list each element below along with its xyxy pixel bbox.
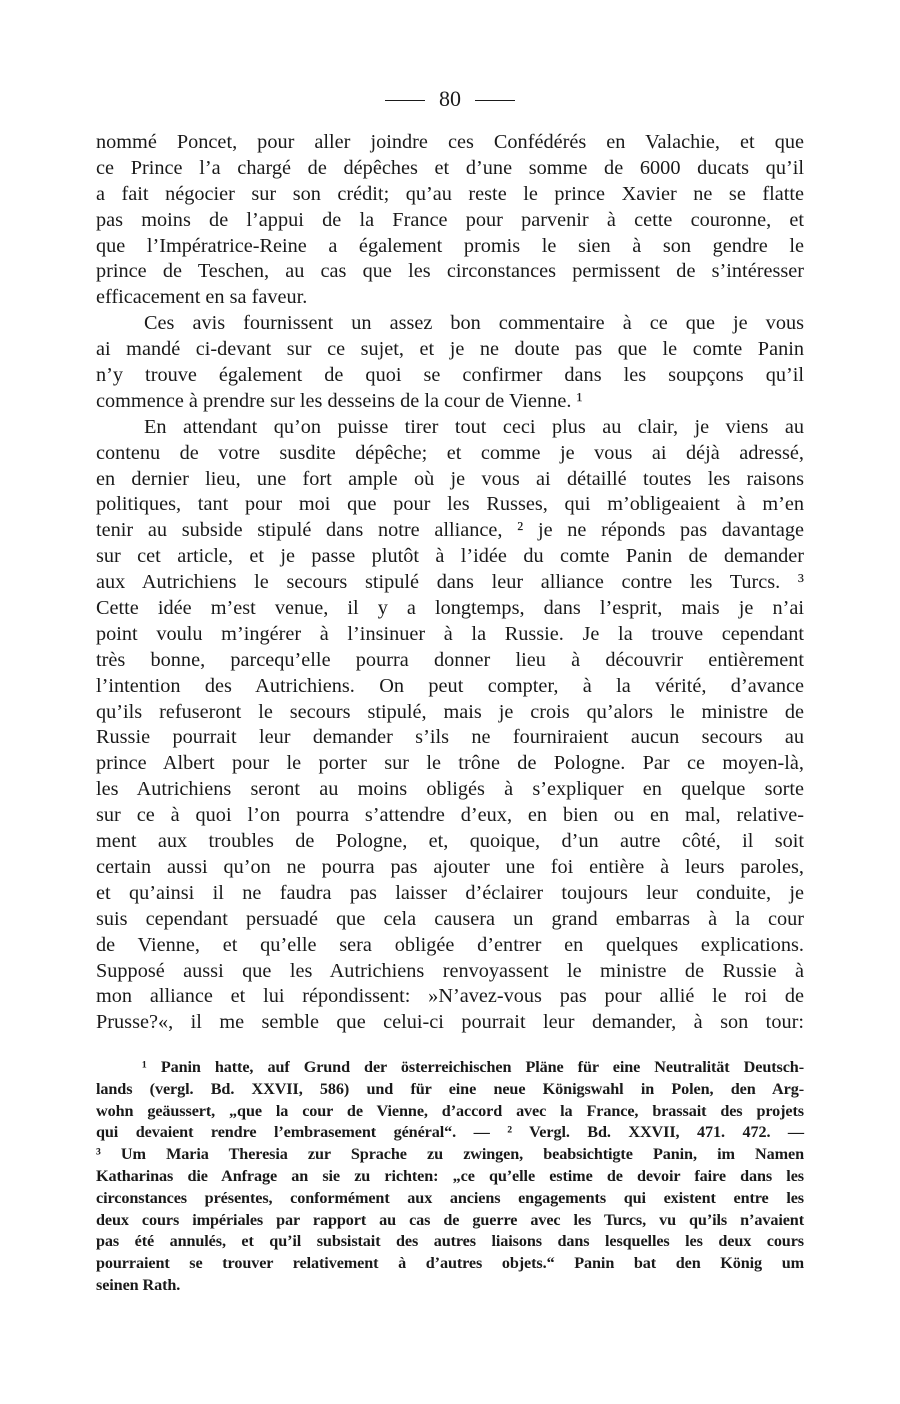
text-line: et qu’ainsi il ne faudra pas laisser d’éclairer toujours leur conduite, je (96, 881, 804, 904)
footnote-line: wohn geäussert, „que la cour de Vienne, d’accord avec la France, brassait des projets (96, 1101, 804, 1120)
text-line: efficacement en sa faveur. (96, 286, 308, 309)
text-line: en dernier lieu, une fort ample où je vous ai détaillé toutes les raisons (96, 467, 804, 490)
header-right-rule (475, 100, 515, 101)
page-number: 80 (439, 86, 461, 111)
text-line: Cette idée m’est venue, il y a longtemps, dans l’esprit, mais je n’ai (96, 597, 804, 620)
text-line: commence à prendre sur les desseins de la cour de Vienne. ¹ (96, 389, 583, 412)
text-line: les Autrichiens seront au moins obligés à s’expliquer en quelque sorte (96, 778, 804, 801)
footnote-line: Katharinas die Anfrage an sie zu richten: „ce qu’elle estime de devoir faire dans les (96, 1166, 804, 1185)
footnote-line: pas été annulés, et qu’il subsistait des autres liaisons dans lesquelles les deux cours (96, 1232, 804, 1251)
text-line: que l’Impératrice-Reine a également promis le sien à son gendre le (96, 234, 804, 257)
footnote-line: ³ Um Maria Theresia zur Sprache zu zwingen, beabsichtigte Panin, im Namen (96, 1145, 804, 1164)
footnote-line: seinen Rath. (96, 1275, 181, 1294)
text-line: point voulu m’ingérer à l’insinuer à la Russie. Je la trouve cependant (96, 622, 804, 645)
text-line: sur cet article, et je passe plutôt à l’idée du comte Panin de demander (96, 545, 804, 568)
header-left-rule (385, 100, 425, 101)
text-line: Prusse?«, il me semble que celui-ci pourrait leur demander, à son tour: (96, 1011, 804, 1034)
text-line: très bonne, parcequ’elle pourra donner lieu à découvrir entièrement (96, 648, 804, 671)
text-line: certain aussi qu’on ne pourra pas ajouter une foi entière à leurs paroles, (96, 855, 804, 878)
footnote-line: circonstances présentes, conformément aux anciens engagements qui existent entre les (96, 1188, 804, 1207)
text-line: tenir au subside stipulé dans notre alliance, ² je ne réponds pas davantage (96, 519, 804, 542)
text-line: Ces avis fournissent un assez bon commentaire à ce que je vous (144, 312, 804, 335)
footnote-line: ¹ Panin hatte, auf Grund der österreichischen Pläne für eine Neutralität Deutsch- (142, 1058, 804, 1076)
text-line: n’y trouve également de quoi se confirmer dans les soupçons qu’il (96, 364, 804, 387)
text-line: qu’ils refuseront le secours stipulé, mais je crois qu’alors le ministre de (96, 700, 804, 723)
page-header (0, 86, 900, 112)
text-line: politiques, tant pour moi que pour les Russes, qui m’obligeaient à m’en (96, 493, 804, 516)
text-line: contenu de votre susdite dépêche; et comme je vous ai déjà adressé, (96, 441, 804, 464)
text-line: ai mandé ci-devant sur ce sujet, et je ne doute pas que le comte Panin (96, 338, 804, 361)
text-line: Supposé aussi que les Autrichiens renvoyassent le ministre de Russie à (96, 959, 804, 982)
footnote-line: qui devaient rendre l’embrasement général“. — ² Vergl. Bd. XXVII, 471. 472. — (96, 1123, 804, 1142)
text-line: de Vienne, et qu’elle sera obligée d’entrer en quelques explications. (96, 933, 804, 956)
footnote-line: deux cours impériales par rapport au cas de guerre avec les Turcs, vu qu’ils n’avaient (96, 1210, 804, 1229)
main-text (96, 130, 804, 1036)
text-line: a fait négocier sur son crédit; qu’au reste le prince Xavier ne se flatte (96, 182, 804, 205)
text-line: prince de Teschen, au cas que les circonstances permissent de s’intéresser (96, 260, 804, 283)
footnotes (96, 1057, 804, 1297)
text-line: sur ce à quoi l’on pourra s’attendre d’eux, en bien ou en mal, relative- (96, 804, 804, 827)
text-line: mon alliance et lui répondissent: »N’avez-vous pas pour allié le roi de (96, 985, 804, 1008)
text-line: En attendant qu’on puisse tirer tout ceci plus au clair, je viens au (144, 415, 804, 438)
text-line: pas moins de l’appui de la France pour parvenir à cette couronne, et (96, 208, 804, 231)
text-line: ce Prince l’a chargé de dépêches et d’une somme de 6000 ducats qu’il (96, 156, 804, 179)
footnote-line: lands (vergl. Bd. XXVII, 586) und für eine neue Königswahl in Polen, den Arg- (96, 1079, 804, 1098)
text-line: prince Albert pour le porter sur le trône de Pologne. Par ce moyen-là, (96, 752, 804, 775)
text-line: l’intention des Autrichiens. On peut compter, à la vérité, d’avance (96, 674, 804, 697)
text-line: nommé Poncet, pour aller joindre ces Confédérés en Valachie, et que (96, 131, 804, 153)
footnote-line: pourraient se trouver relativement à d’autres objets.“ Panin bat den König um (96, 1254, 804, 1273)
text-line: aux Autrichiens le secours stipulé dans leur alliance contre les Turcs. ³ (96, 571, 804, 594)
text-line: ment aux troubles de Pologne, et, quoique, d’un autre côté, il soit (96, 830, 804, 853)
text-line: Russie pourrait leur demander s’ils ne fourniraient aucun secours au (96, 726, 804, 749)
text-line: suis cependant persuadé que cela causera un grand embarras à la cour (96, 907, 804, 930)
